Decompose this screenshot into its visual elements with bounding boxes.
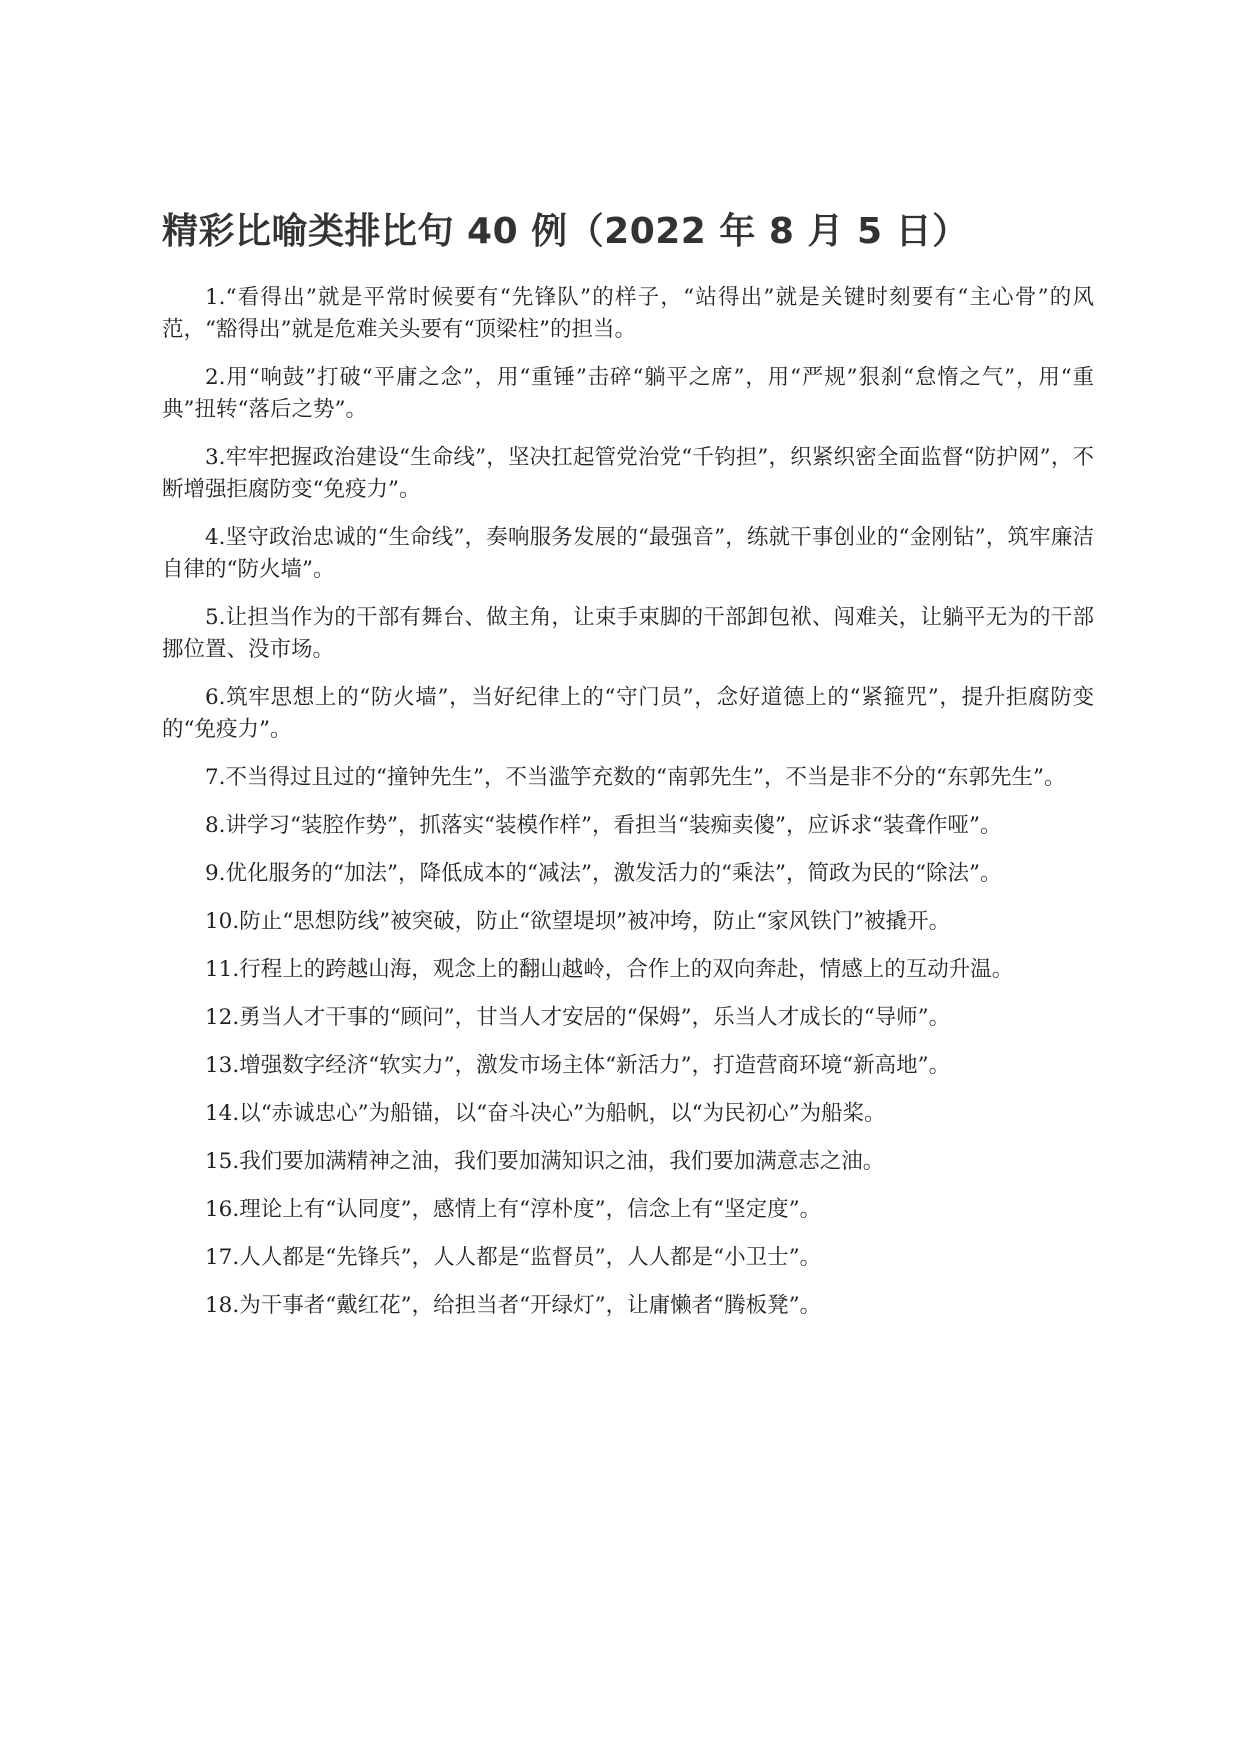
list-item: 4.坚守政治忠诚的“生命线”，奏响服务发展的“最强音”，练就干事创业的“金刚钻”，筑牢廉洁自律的“防火墙”。 xyxy=(162,525,1094,582)
list-item: 3.牢牢把握政治建设“生命线”，坚决扛起管党治党“千钧担”，织紧织密全面监督“防护网”，不断增强拒腐防变“免疫力”。 xyxy=(162,445,1094,502)
document-page xyxy=(162,206,1094,1338)
list-item: 7.不当得过且过的“撞钟先生”，不当滥竽充数的“南郭先生”，不当是非不分的“东郭先生”。 xyxy=(205,765,1066,790)
list-item: 17.人人都是“先锋兵”，人人都是“监督员”，人人都是“小卫士”。 xyxy=(205,1245,822,1270)
list-item: 6.筑牢思想上的“防火墙”，当好纪律上的“守门员”，念好道德上的“紧箍咒”，提升拒腐防变的“免疫力”。 xyxy=(162,685,1094,742)
list-item: 9.优化服务的“加法”，降低成本的“减法”，激发活力的“乘法”，简政为民的“除法”。 xyxy=(205,861,1002,886)
list-item: 2.用“响鼓”打破“平庸之念”，用“重锤”击碎“躺平之席”，用“严规”狠刹“怠惰之气”，用“重典”扭转“落后之势”。 xyxy=(162,365,1094,422)
list-item: 10.防止“思想防线”被突破，防止“欲望堤坝”被冲垮，防止“家风铁门”被撬开。 xyxy=(205,909,951,934)
list-item: 13.增强数字经济“软实力”，激发市场主体“新活力”，打造营商环境“新高地”。 xyxy=(205,1053,951,1078)
list-item: 18.为干事者“戴红花”，给担当者“开绿灯”，让庸懒者“腾板凳”。 xyxy=(205,1293,822,1318)
list-item: 14.以“赤诚忠心”为船锚，以“奋斗决心”为船帆，以“为民初心”为船桨。 xyxy=(205,1101,886,1126)
list-item: 5.让担当作为的干部有舞台、做主角，让束手束脚的干部卸包袱、闯难关，让躺平无为的干部挪位置、没市场。 xyxy=(162,605,1094,662)
list-item: 11.行程上的跨越山海，观念上的翻山越岭，合作上的双向奔赴，情感上的互动升温。 xyxy=(205,957,1014,982)
list-item: 12.勇当人才干事的“顾问”，甘当人才安居的“保姆”，乐当人才成长的“导师”。 xyxy=(205,1005,951,1030)
list-item: 16.理论上有“认同度”，感情上有“淳朴度”，信念上有“坚定度”。 xyxy=(205,1197,822,1222)
list-item: 8.讲学习“装腔作势”，抓落实“装模作样”，看担当“装痴卖傻”，应诉求“装聋作哑”。 xyxy=(205,813,1002,838)
document-title: 精彩比喻类排比句 40 例（2022 年 8 月 5 日） xyxy=(162,211,969,252)
sentence-list xyxy=(162,282,1094,1322)
list-item: 15.我们要加满精神之油，我们要加满知识之油，我们要加满意志之油。 xyxy=(205,1149,885,1174)
list-item: 1.“看得出”就是平常时候要有“先锋队”的样子，“站得出”就是关键时刻要有“主心骨”的风范，“豁得出”就是危难关头要有“顶梁柱”的担当。 xyxy=(162,285,1094,342)
